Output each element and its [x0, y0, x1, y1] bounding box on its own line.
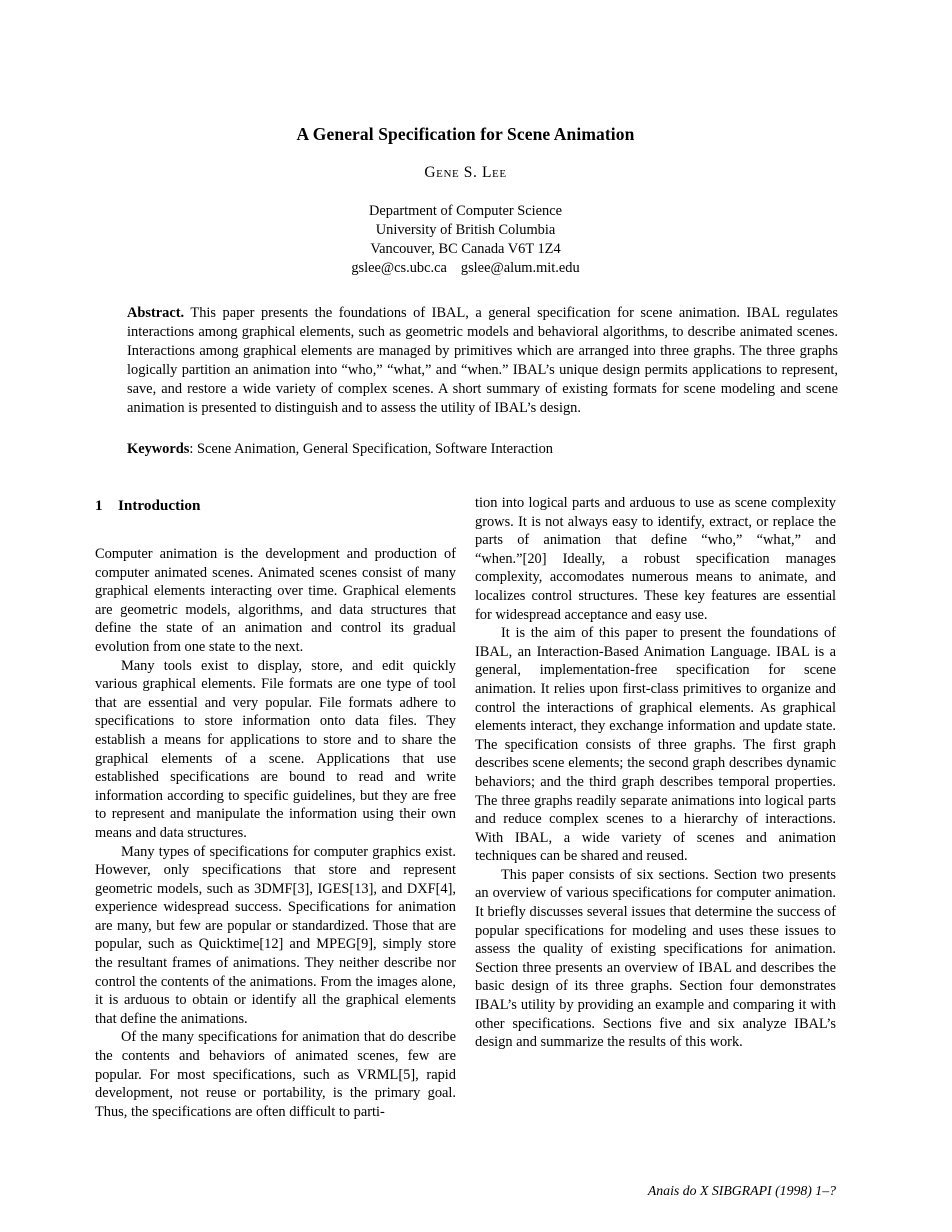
paragraph: This paper consists of six sections. Section two presents an overview of various specifications for computer animation. It briefly discusses several issues that determine the success of popular specifications for modeling and uses these issues to assess the quality of existing specifications for animation. Section three presents an overview of IBAL and describes the basic design of its three graphs. Section four demonstrates IBAL’s utility by providing an example and comparing it with other specifications. Sections five and six analyze IBAL’s design and summarize the results of this work.: [475, 866, 836, 1051]
keywords-label: Keywords: [127, 441, 190, 457]
keywords-text: : Scene Animation, General Specification, Software Interaction: [189, 441, 553, 457]
section-heading-introduction: [95, 496, 456, 516]
email-secondary: gslee@alum.mit.edu: [460, 260, 580, 276]
affiliation-address: Vancouver, BC Canada V6T 1Z4: [370, 241, 561, 257]
affiliation-block: [95, 202, 836, 278]
affiliation-department: Department of Computer Science: [368, 203, 562, 219]
paragraph: Of the many specifications for animation that do describe the contents and behaviors of animated scenes, few are popular. For most specifications, such as VRML[5], rapid development, not reuse or portability, is the primary goal. Thus, the specifications are often difficult to parti-: [95, 1029, 456, 1120]
paper-title: A General Specification for Scene Animation: [296, 124, 635, 144]
author-name: Gene S. Lee: [424, 164, 507, 181]
section-number: 1: [95, 497, 103, 514]
email-primary: gslee@cs.ubc.ca: [351, 260, 447, 276]
paragraph: It is the aim of this paper to present the foundations of IBAL, an Interaction-Based Animation Language. IBAL is a general, implementation-free specification for scene animation. It relies upon first-class primitives to organize and control the interactions of graphical elements. As graphical elements interact, they exchange information and update state. The specification consists of three graphs. The first graph describes scene elements; the second graph describes dynamic behaviors; and the third graph describes temporal properties. The three graphs readily separate animations into logical parts and reduce complex scenes to a hierarchy of interactions. With IBAL, a wide variety of scenes and animation techniques can be shared and reused.: [475, 625, 836, 865]
paragraph: Many types of specifications for computer graphics exist. However, only specifications that store and represent geometric models, such as 3DMF[3], IGES[13], and DXF[4], experience widespread success. Specifications for animation are many, but few are popular or standardized. Those that are popular, such as Quicktime[12] and MPEG[9], simply store the resultant frames of animations. They neither describe nor control the contents of the animations. From the images alone, it is arduous to obtain or identify all the graphical elements that define the animations.: [95, 843, 456, 1027]
paragraph: Many tools exist to display, store, and edit quickly various graphical elements. File formats are one type of tool that are essential and very popular. File formats adhere to specifications to store information onto data files. They establish a means for applications to store and to share the graphical elements of a scene. Applications that use established specifications are bound to read and write information according to specific guidelines, but they are free to represent and manipulate the information using their own means and data structures.: [95, 657, 456, 841]
affiliation-university: University of British Columbia: [375, 222, 556, 238]
abstract-block: [127, 304, 838, 418]
affiliation-emails: [95, 259, 836, 278]
section-title: Introduction: [118, 497, 201, 514]
keywords-line: [127, 441, 838, 458]
two-column-body: [95, 494, 836, 1121]
paragraph: tion into logical parts and arduous to use as scene complexity grows. It is not always easy to identify, extract, or replace the parts of animation that define “who,” “what,” and “when.”[20] Ideally, a robust specification manages complexity, accomodates numerous means to animate, and localizes control structures. These key features are essential for widespread acceptance and easy use.: [475, 495, 836, 623]
abstract-text: This paper presents the foundations of IBAL, a general specification for scene animation. IBAL regulates interactions among graphical elements, such as geometric models and behavioral algorithms, to describe animated scenes. Interactions among graphical elements are managed by primitives which are arranged into three graphs. The three graphs logically partition an animation into “who,” “what,” and “when.” IBAL’s unique design permits applications to represent, save, and restore a wide variety of complex scenes. A short summary of existing formats for scene modeling and scene animation is presented to distinguish and to assess the utility of IBAL’s design.: [127, 305, 838, 416]
right-column: [475, 494, 836, 1121]
abstract-label: Abstract.: [127, 305, 185, 321]
paragraph: Computer animation is the development and production of computer animated scenes. Animated scenes consist of many graphical elements interacting over time. Graphical elements are geometric models, algorithms, and data structures that define the state of an animation and control its gradual evolution from one state to the next.: [95, 546, 456, 655]
footer-citation: Anais do X SIBGRAPI (1998) 1–?: [647, 1183, 836, 1198]
left-column: [95, 494, 456, 1121]
